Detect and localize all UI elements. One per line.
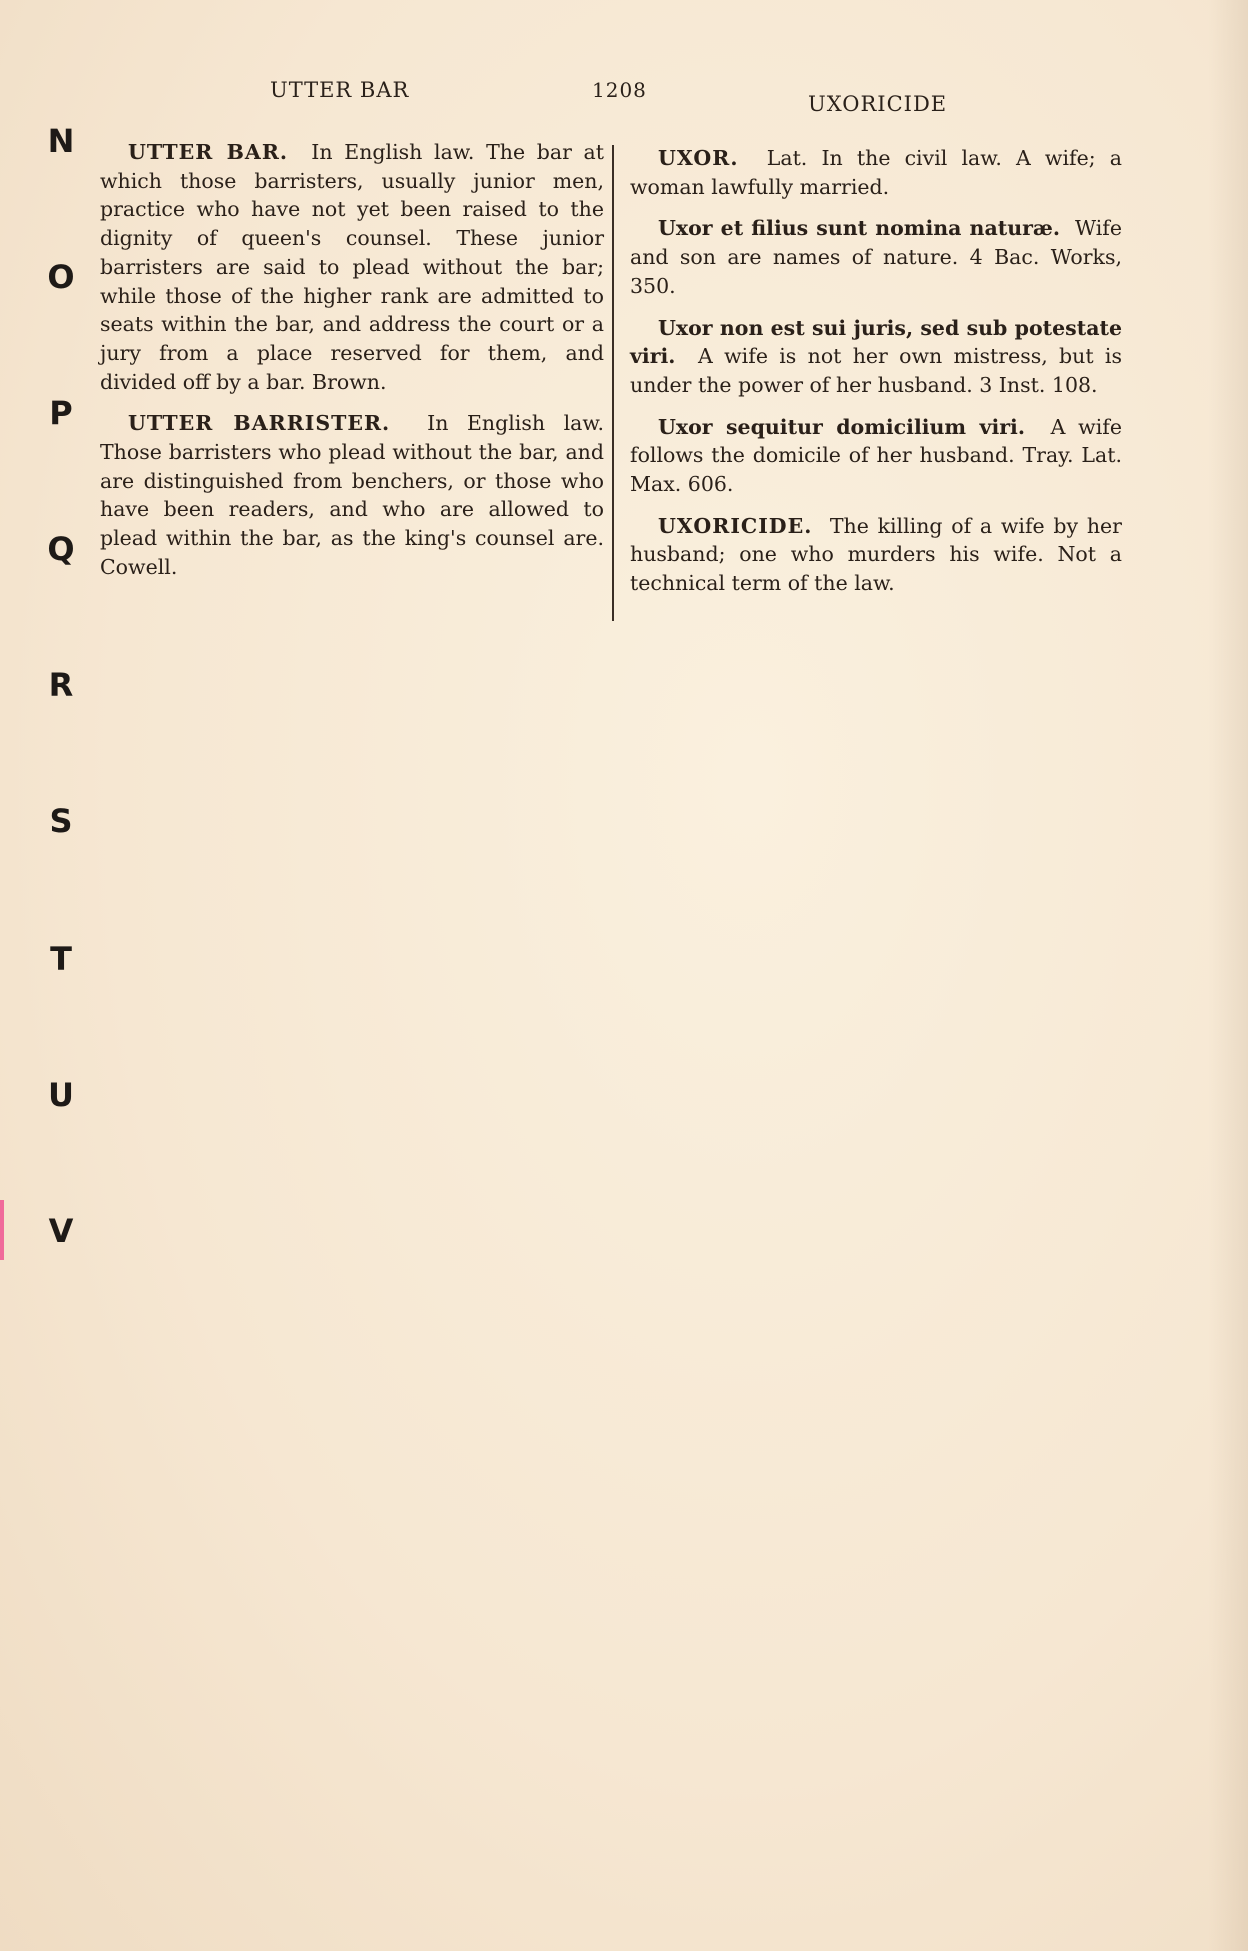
latin-maxim: Uxor et filius sunt nomina naturæ. [658,216,1061,241]
thumb-index-o[interactable]: O [47,258,75,296]
definition: A wife is not her own mistress, but is under the power of her husband. 3 Inst. 108. [630,344,1122,397]
definition: Wife and son are names of nature. 4 Bac. Works, 350. [630,216,1122,298]
entry-maxim-uxor-et-filius [630,214,1122,300]
left-column [100,138,604,595]
latin-maxim: Uxor non est sui juris, sed sub potestate viri. [630,315,1122,369]
entry-maxim-uxor-sequitur [630,413,1122,499]
thumb-index-r[interactable]: R [48,666,74,704]
thumb-index-t[interactable]: T [50,940,72,978]
thumb-index-u[interactable]: U [48,1076,74,1114]
page-edge-shadow [1208,0,1248,1951]
entry-utter-bar [100,138,604,396]
entry-uxor [630,144,1122,201]
entry-utter-barrister [100,409,604,581]
definition: The killing of a wife by her husband; one who murders his wife. Not a technical term of the law. [630,513,1122,596]
headword: UXOR. [658,146,739,170]
thumb-index-s[interactable]: S [49,802,73,840]
definition: In English law. The bar at which those barristers, usually junior men, practice who have not yet been raised to the dignity of queen's counsel. These junior barristers are said to plead without the bar; while those of the higher rank are admitted to seats within the bar, and address the court or a jury from a place reserved for them, and divided off by a bar. Brown. [100,140,604,394]
running-head-left: UTTER BAR [270,78,410,102]
page-number: 1208 [592,78,647,102]
thumb-index-p[interactable]: P [49,394,73,432]
entry-uxoricide [630,512,1122,598]
headword: UXORICIDE. [658,513,813,538]
definition: Lat. In the civil law. A wife; a woman lawfully married. [630,146,1122,199]
entry-maxim-uxor-non-est [630,314,1122,400]
headword: UTTER BARRISTER. [128,411,391,436]
right-column [630,144,1122,611]
definition: A wife follows the domicile of her husband. Tray. Lat. Max. 606. [630,414,1122,497]
headword: UTTER BAR. [128,140,288,164]
column-rule [612,145,614,621]
definition: In English law. Those barristers who plead without the bar, and are distinguished from benchers, or those who have been readers, and who are allowed to plead within the bar, as the king's counsel are. Cowell. [100,411,604,579]
thumb-index-n[interactable]: N [47,122,75,160]
running-head-right: UXORICIDE [808,92,948,116]
latin-maxim: Uxor sequitur domicilium viri. [658,414,1025,439]
thumb-index-v[interactable]: V [48,1212,74,1250]
pink-tab-marker [0,1200,4,1260]
thumb-index-q[interactable]: Q [47,530,75,568]
